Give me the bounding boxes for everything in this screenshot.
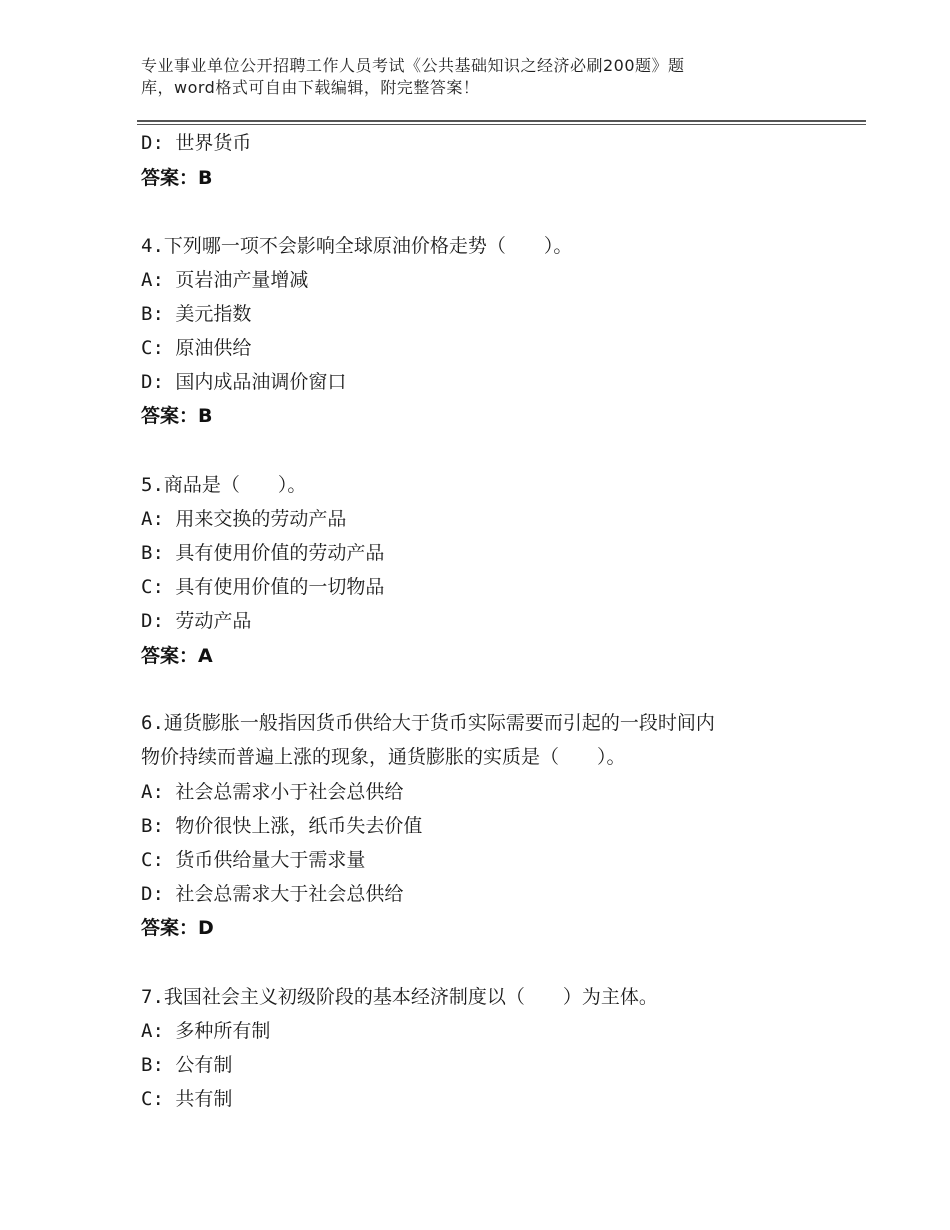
option-a: A: 社会总需求小于社会总供给 [141,781,404,803]
document-header [141,55,781,99]
question-stem: 5.商品是（ ）。 [141,474,307,496]
answer-label: 答案：B [141,405,213,427]
option-d: D: 社会总需求大于社会总供给 [141,883,404,905]
option-d: D: 世界货币 [141,132,252,154]
option-b: B: 公有制 [141,1054,233,1076]
question-stem-line-2: 物价持续而普遍上涨的现象，通货膨胀的实质是（ ）。 [141,746,626,768]
question-stem: 7.我国社会主义初级阶段的基本经济制度以（ ）为主体。 [141,986,658,1008]
option-c: C: 货币供给量大于需求量 [141,849,366,871]
answer-label: 答案：B [141,167,213,189]
question-stem: 4.下列哪一项不会影响全球原油价格走势（ ）。 [141,235,573,257]
answer-label: 答案：A [141,645,213,667]
option-d: D: 国内成品油调价窗口 [141,371,347,393]
option-c: C: 具有使用价值的一切物品 [141,576,385,598]
question-stem-line-1: 6.通货膨胀一般指因货币供给大于货币实际需要而引起的一段时间内 [141,712,715,734]
header-title-line-1: 专业事业单位公开招聘工作人员考试《公共基础知识之经济必刷200题》题 [141,56,685,75]
option-a: A: 用来交换的劳动产品 [141,508,347,530]
option-b: B: 具有使用价值的劳动产品 [141,542,385,564]
option-c: C: 共有制 [141,1088,233,1110]
option-a: A: 页岩油产量增减 [141,269,309,291]
header-title-line-2: 库，word格式可自由下载编辑，附完整答案！ [141,78,480,97]
answer-label: 答案：D [141,917,214,939]
header-rule-thin [137,124,866,125]
header-rule-thick [137,120,866,122]
option-b: B: 美元指数 [141,303,252,325]
option-b: B: 物价很快上涨，纸币失去价值 [141,815,423,837]
option-a: A: 多种所有制 [141,1020,271,1042]
option-d: D: 劳动产品 [141,610,252,632]
option-c: C: 原油供给 [141,337,252,359]
